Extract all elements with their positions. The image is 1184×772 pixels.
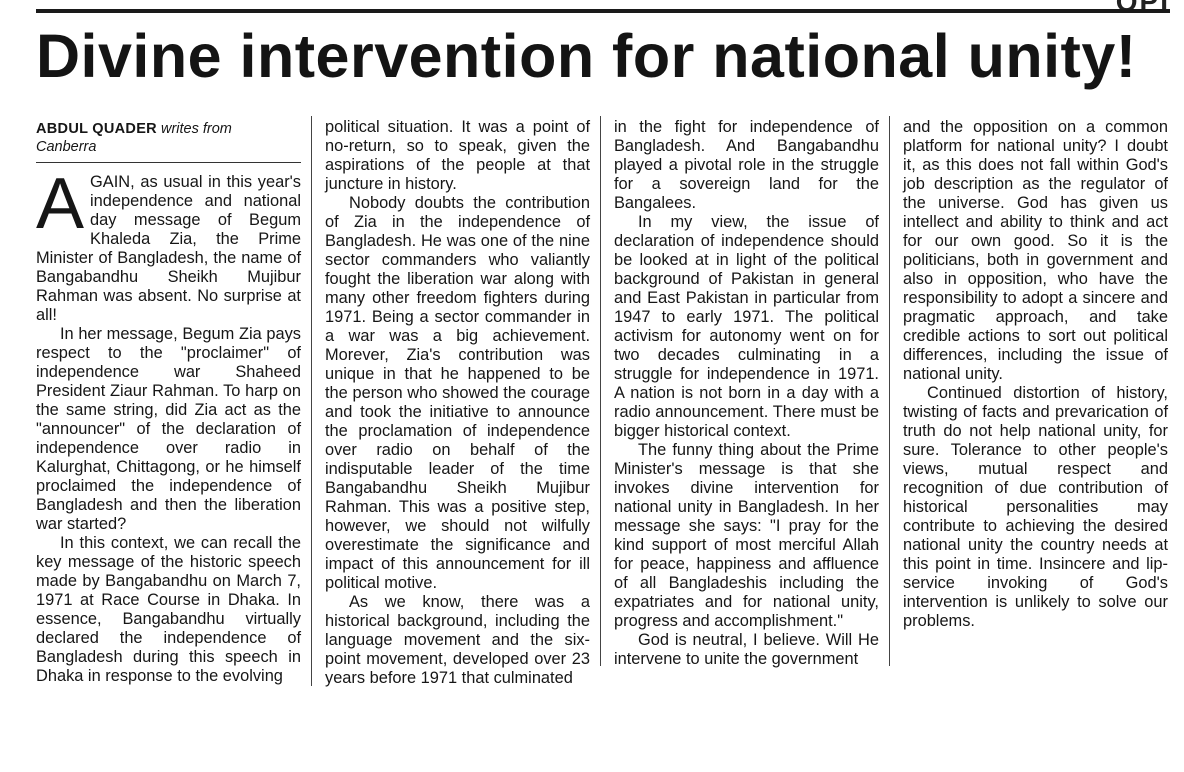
article-paragraph: In my view, the issue of declaration of independence should be looked at in light of the political background of Pakistan in general and East Pakistan in particular from 1947 to early 1971. The political activism for autonomy went on for two decades culminating in a struggle for independence in 1971. A nation is not born in a day with a radio announcement. There must be bigger historical context. <box>614 213 879 440</box>
article-column-2 <box>325 118 590 688</box>
article-paragraph <box>36 164 301 325</box>
article-paragraph: The funny thing about the Prime Minister's message is that she invokes divine intervention for national unity in Bangladesh. In her message she says: "I pray for the kind support of most merciful Allah for peace, happiness and affluence of all Bangladeshis including the expatriates and for national unity, progress and accomplishment." <box>614 441 879 630</box>
byline-writes-from: writes from <box>160 121 232 137</box>
column-divider <box>600 116 601 666</box>
top-rule <box>36 9 1170 13</box>
headline: Divine intervention for national unity! <box>36 22 1137 90</box>
article-paragraph: in the fight for independence of Bangladesh. And Bangabandhu played a pivotal role in the struggle for a sovereign land for the Bangalees. <box>614 118 879 212</box>
article-paragraph: As we know, there was a historical background, including the language movement and the six-point movement, developed over 23 years before 1971 that culminated <box>325 593 590 687</box>
article-column-1 <box>36 120 301 686</box>
column-divider <box>889 116 890 666</box>
column-divider <box>311 116 312 686</box>
article-paragraph: Nobody doubts the contribution of Zia in the independence of Bangladesh. He was one of the nine sector commanders who valiantly fought the liberation war along with many other freedom fighters during 1971. Being a sector commander in a war was a big achievement. Morever, Zia's contribution was unique in that he happened to be the person who showed the courage and took the initiative to announce the proclamation of independence over radio on behalf of the indisputable leader of the time Bangabandhu Sheikh Mujibur Rahman. This was a positive step, however, we should not wilfully overestimate the significance and impact of this announcement for ill political motive. <box>325 194 590 592</box>
article-paragraph: and the opposition on a common platform for national unity? I doubt it, as this does not fall within God's job description as the regulator of the universe. God has given us intellect and ability to think and act for our own good. So it is the politicians, both in government and also in opposition, who have the responsibility to adopt a sincere and pragmatic approach, and take credible actions to sort out political differences, including the issue of national unity. <box>903 118 1168 383</box>
byline-author: ABDUL QUADER <box>36 121 157 137</box>
drop-cap: A <box>36 164 85 244</box>
byline <box>36 120 301 156</box>
article-column-4 <box>903 118 1168 631</box>
byline-location: Canberra <box>36 139 97 155</box>
article-paragraph: In this context, we can recall the key message of the historic speech made by Bangabandhu on March 7, 1971 at Race Course in Dhaka. In essence, Bangabandhu virtually declared the independence of Bangladesh during this speech in Dhaka in response to the evolving <box>36 534 301 685</box>
article-paragraph: God is neutral, I believe. Will He intervene to unite the government <box>614 631 879 668</box>
paragraph-text: GAIN, as usual in this year's independence and national day message of Begum Khaleda Zia, the Prime Minister of Bangladesh, the name of Bangabandhu Sheikh Mujibur Rahman was absent. No surprise at all! <box>36 173 301 324</box>
byline-rule <box>36 162 301 163</box>
article-paragraph: In her message, Begum Zia pays respect to the "proclaimer" of independence war Shaheed President Ziaur Rahman. To harp on the same string, did Zia act as the "announcer" of the declaration of independence over radio in Kalurghat, Chittagong, or he himself proclaimed the independence of Bangladesh and then the liberation war started? <box>36 325 301 533</box>
article-column-3 <box>614 118 879 669</box>
article-paragraph: Continued distortion of history, twisting of facts and prevarication of truth do not help national unity, for sure. Tolerance to other people's views, mutual respect and recognition of due contribution of historical personalities may contribute to achieving the desired national unity the country needs at this point in time. Insincere and lip-service invoking of God's intervention is unlikely to solve our problems. <box>903 384 1168 630</box>
article-paragraph: political situation. It was a point of no-return, so to speak, given the aspirations of the people at that juncture in history. <box>325 118 590 193</box>
